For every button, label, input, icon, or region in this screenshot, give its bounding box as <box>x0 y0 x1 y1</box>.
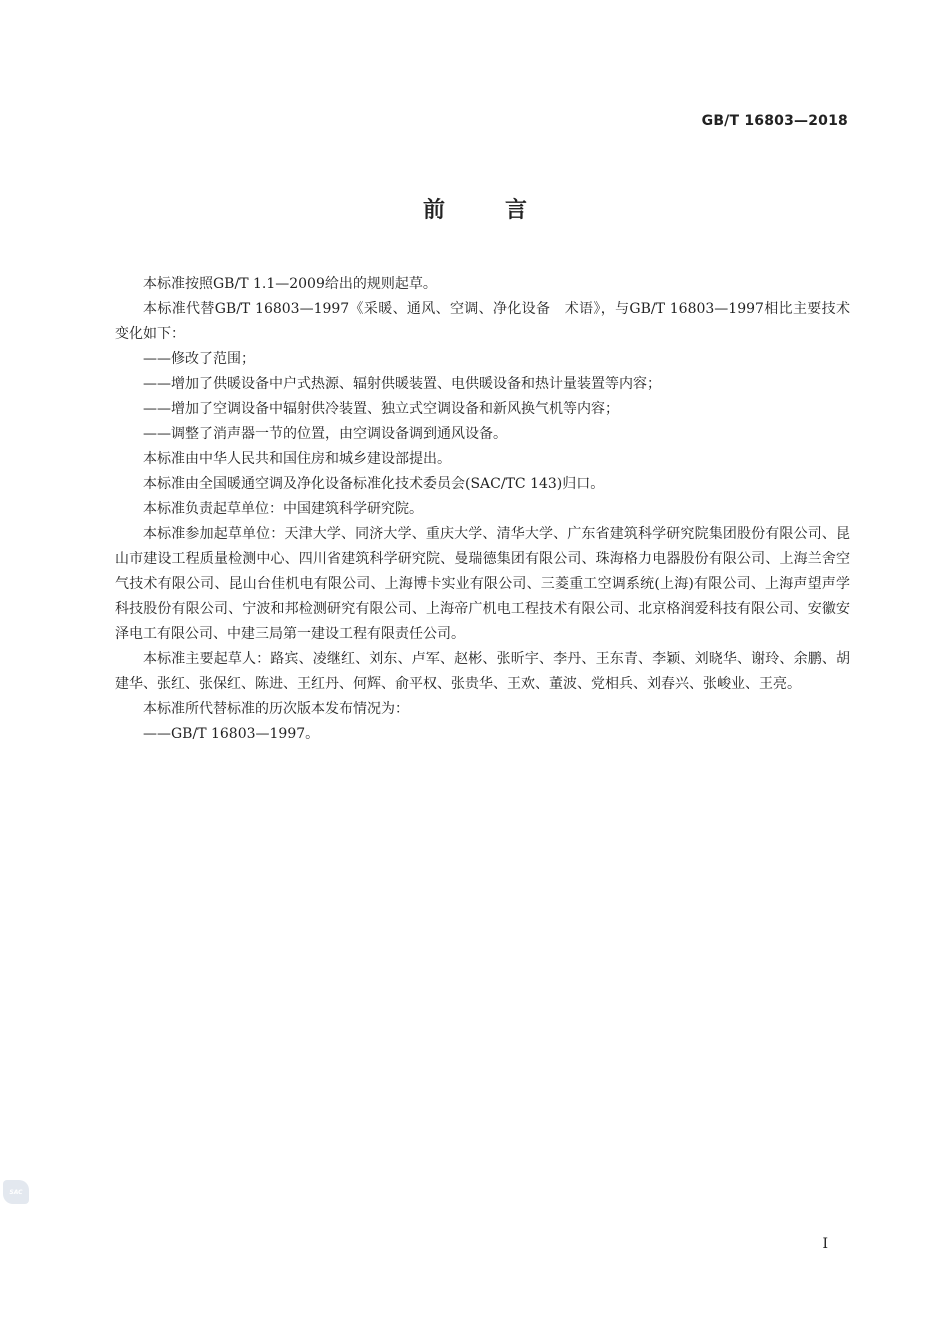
paragraph-proposed-by: 本标准由中华人民共和国住房和城乡建设部提出。 <box>143 451 451 467</box>
paragraph-replaces: 本标准代替GB/T 16803—1997《采暖、通风、空调、净化设备 术语》，与GB/T 16803—1997相比主要技术变化如下： <box>115 301 850 342</box>
change-item: ——调整了消声器一节的位置，由空调设备调到通风设备。 <box>143 426 507 442</box>
history-item: ——GB/T 16803—1997。 <box>143 726 320 742</box>
page-title: 前言 <box>422 198 587 223</box>
paragraph-centralized-by: 本标准由全国暖通空调及净化设备标准化技术委员会(SAC/TC 143)归口。 <box>143 476 605 492</box>
paragraph-history: 本标准所代替标准的历次版本发布情况为： <box>143 701 409 717</box>
paragraph-drafting-rules: 本标准按照GB/T 1.1—2009给出的规则起草。 <box>143 276 437 292</box>
change-item: ——增加了供暖设备中户式热源、辐射供暖装置、电供暖设备和热计量装置等内容； <box>143 376 661 392</box>
sac-logo-watermark <box>3 1180 29 1204</box>
change-item: ——增加了空调设备中辐射供冷装置、独立式空调设备和新风换气机等内容； <box>143 401 619 417</box>
paragraph-main-drafters: 本标准主要起草人：路宾、凌继红、刘东、卢军、赵彬、张昕宇、李丹、王东青、李颖、刘晓华、谢玲、余鹏、胡建华、张红、张保红、陈进、王红丹、何辉、俞平权、张贵华、王欢、董波、党相兵、刘春兴、张峻业、王亮。 <box>115 651 850 692</box>
paragraph-participating-units: 本标准参加起草单位：天津大学、同济大学、重庆大学、清华大学、广东省建筑科学研究院集团股份有限公司、昆山市建设工程质量检测中心、四川省建筑科学研究院、曼瑞德集团有限公司、珠海格力电器股份有限公司、上海兰舍空气技术有限公司、昆山台佳机电有限公司、上海博卡实业有限公司、三菱重工空调系统(上海)有限公司、上海声望声学科技股份有限公司、宁波和邦检测研究有限公司、上海帝广机电工程技术有限公司、北京格润爱科技有限公司、安徽安泽电工有限公司、中建三局第一建设工程有限责任公司。 <box>115 526 850 642</box>
paragraph-responsible-unit: 本标准负责起草单位：中国建筑科学研究院。 <box>143 501 423 517</box>
change-item: ——修改了范围； <box>143 351 255 367</box>
page-number: I <box>822 1236 828 1252</box>
foreword-body <box>115 272 850 747</box>
sac-logo-text: SAC <box>9 1188 23 1196</box>
standard-code: GB/T 16803—2018 <box>701 113 848 129</box>
